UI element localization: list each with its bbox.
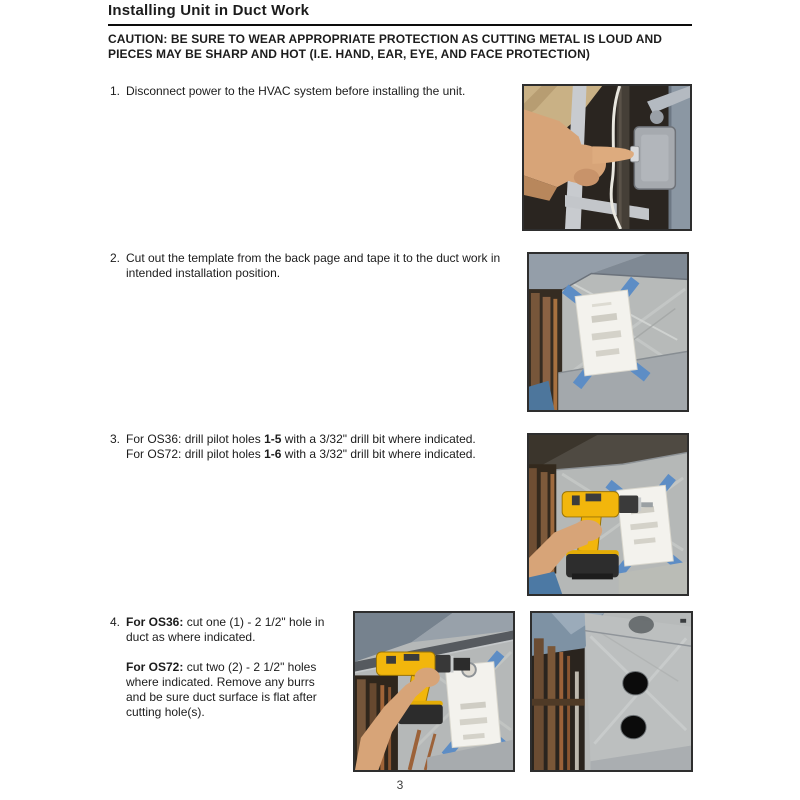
step-line: duct as where indicated. bbox=[126, 630, 256, 644]
step-line: where indicated. Remove any burrs bbox=[126, 675, 315, 689]
step-paragraph bbox=[126, 615, 324, 645]
step-line-text: with a 3/32" drill bit where indicated. bbox=[281, 447, 476, 461]
step-number: 2. bbox=[110, 251, 121, 265]
step3-photo bbox=[527, 433, 689, 596]
hole-range-bold: 1-5 bbox=[264, 432, 282, 446]
step-line bbox=[126, 660, 324, 675]
step-number: 4. bbox=[110, 615, 121, 629]
step-line bbox=[126, 615, 324, 630]
step4-cutting-photo bbox=[353, 611, 515, 772]
page-title: Installing Unit in Duct Work bbox=[108, 2, 692, 26]
caution-text bbox=[108, 32, 668, 62]
step-line bbox=[126, 447, 476, 462]
step-text bbox=[126, 615, 324, 720]
step-line-text: with a 3/32" drill bit where indicated. bbox=[281, 432, 476, 446]
step-text bbox=[126, 84, 465, 99]
step-1 bbox=[110, 84, 520, 99]
step-2 bbox=[110, 251, 530, 281]
step-line-text: For OS36: drill pilot holes bbox=[126, 432, 265, 446]
step2-photo bbox=[527, 252, 689, 412]
template-taped-illustration bbox=[529, 254, 687, 410]
step-line: and be sure duct surface is flat after bbox=[126, 690, 317, 704]
electrical-box-graphic bbox=[630, 127, 675, 189]
step-number: 1. bbox=[110, 84, 121, 98]
step-line-text: cut one (1) - 2 1/2" hole in bbox=[183, 615, 325, 629]
caution-line: CAUTION: BE SURE TO WEAR APPROPRIATE PROTECTION AS CUTTING METAL IS LOUD AND bbox=[108, 32, 663, 46]
step-line bbox=[126, 432, 476, 447]
step4-holes-photo bbox=[530, 611, 693, 772]
step-text bbox=[126, 432, 476, 462]
step-text bbox=[126, 251, 500, 281]
model-bold: For OS72: bbox=[126, 660, 184, 674]
hole-saw-cutting-illustration bbox=[355, 613, 513, 770]
step-line-text: cut two (2) - 2 1/2" holes bbox=[183, 660, 317, 674]
step-line-text: For OS72: drill pilot holes bbox=[126, 447, 265, 461]
model-bold: For OS36: bbox=[126, 615, 184, 629]
power-switch-illustration bbox=[524, 86, 690, 229]
step-line: Disconnect power to the HVAC system before installing the unit. bbox=[126, 84, 466, 98]
drilling-pilot-holes-illustration bbox=[529, 435, 687, 594]
cut-holes-illustration bbox=[532, 613, 691, 770]
step-line: intended installation position. bbox=[126, 266, 281, 280]
step1-photo bbox=[522, 84, 692, 231]
step-4 bbox=[110, 615, 360, 720]
step-number: 3. bbox=[110, 432, 121, 446]
page-number: 3 bbox=[396, 778, 404, 792]
step-3 bbox=[110, 432, 540, 462]
step-line: cutting hole(s). bbox=[126, 705, 205, 719]
step-line: Cut out the template from the back page and tape it to the duct work in bbox=[126, 251, 501, 265]
caution-line: PIECES MAY BE SHARP AND HOT (I.E. HAND, EAR, EYE, AND FACE PROTECTION) bbox=[108, 47, 590, 61]
step-paragraph bbox=[126, 660, 324, 720]
hole-range-bold: 1-6 bbox=[264, 447, 282, 461]
